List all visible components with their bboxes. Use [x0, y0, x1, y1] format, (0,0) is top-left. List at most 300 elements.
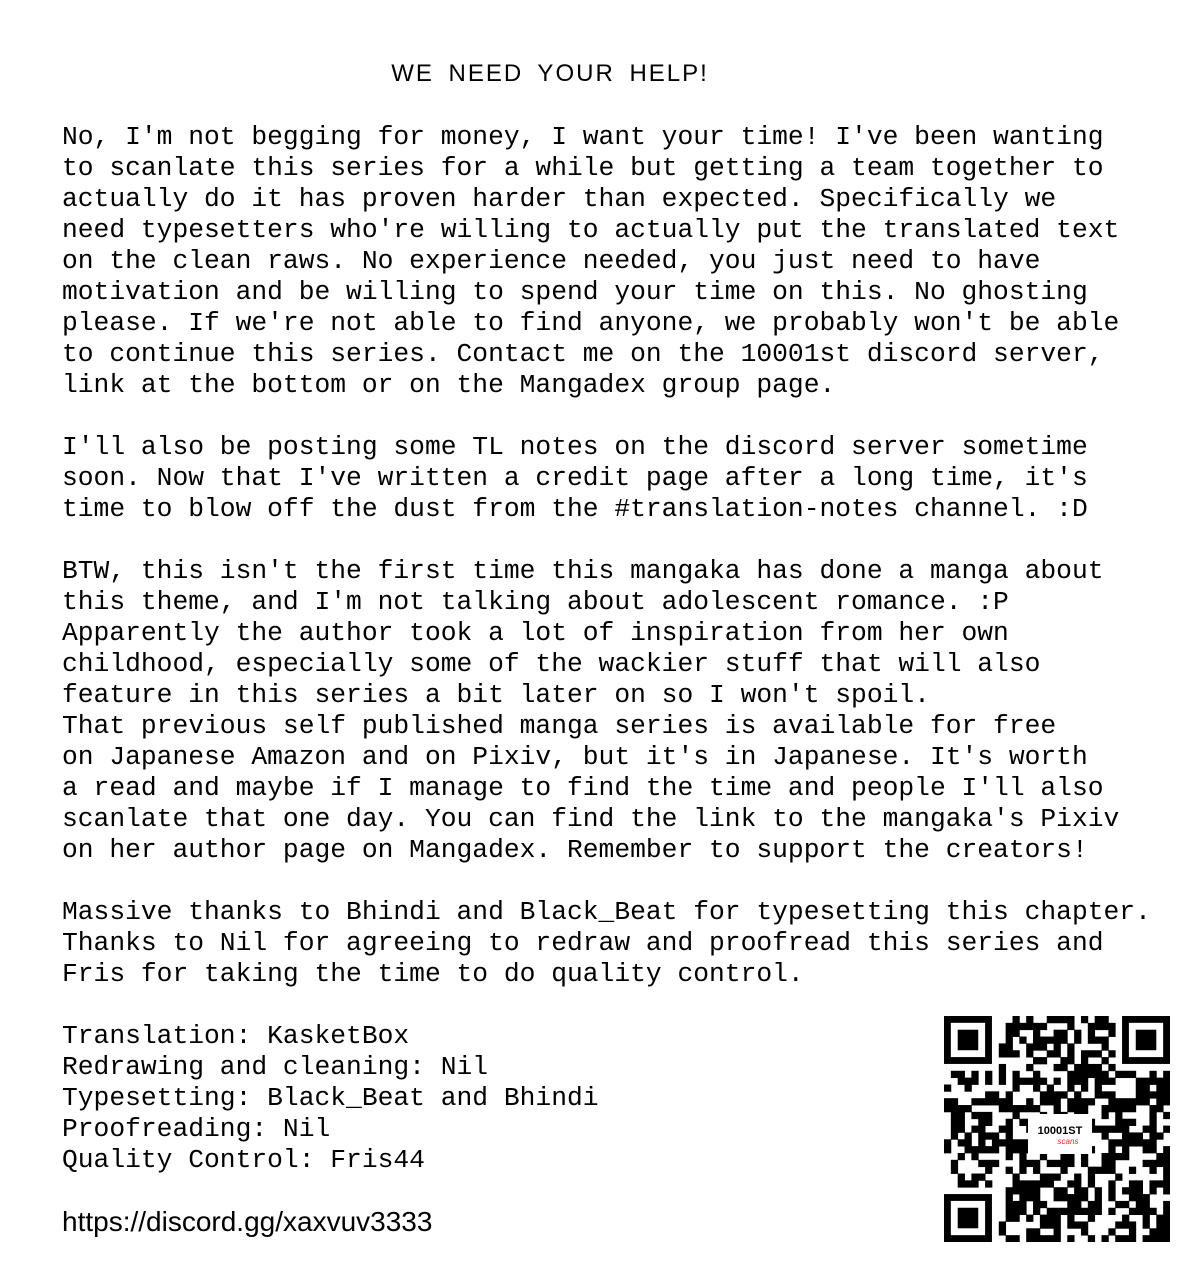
qr-module [1102, 1057, 1109, 1064]
discord-link[interactable]: https://discord.gg/xaxvuv3333 [62, 1206, 433, 1237]
qr-module [1122, 1098, 1129, 1105]
qr-module [999, 1221, 1006, 1228]
text-line: a read and maybe if I manage to find the time and people I'll also [62, 773, 1104, 803]
qr-module [1019, 1105, 1026, 1112]
qr-module [1074, 1098, 1081, 1105]
qr-module [1163, 1221, 1170, 1228]
qr-module [1060, 1057, 1067, 1064]
qr-module [1095, 1167, 1102, 1174]
qr-module [999, 1105, 1006, 1112]
qr-module [1081, 1228, 1088, 1235]
qr-module [1060, 1160, 1067, 1167]
qr-module [1129, 1098, 1136, 1105]
qr-module [1102, 1160, 1109, 1167]
qr-module [1108, 1030, 1115, 1037]
qr-module [1088, 1030, 1095, 1037]
qr-module [1067, 1194, 1074, 1201]
text-line: to scanlate this series for a while but getting a team together to [62, 153, 1104, 183]
qr-module [1012, 1105, 1019, 1112]
qr-module [1012, 1235, 1019, 1242]
qr-module [1006, 1119, 1013, 1126]
qr-module [1040, 1078, 1047, 1085]
qr-module [1163, 1078, 1170, 1085]
qr-module [1163, 1126, 1170, 1133]
qr-module [1040, 1153, 1047, 1160]
qr-module [1163, 1187, 1170, 1194]
qr-module [1156, 1160, 1163, 1167]
qr-module [1047, 1160, 1054, 1167]
qr-module [1040, 1091, 1047, 1098]
qr-module [1143, 1221, 1150, 1228]
qr-module [1067, 1235, 1074, 1242]
qr-module [1115, 1112, 1122, 1119]
qr-module [1143, 1126, 1150, 1133]
qr-module [1143, 1139, 1150, 1146]
qr-module [1033, 1030, 1040, 1037]
qr-module [1156, 1215, 1163, 1222]
qr-module [1040, 1023, 1047, 1030]
text-line: actually do it has proven harder than expected. Specifically we [62, 184, 1057, 214]
qr-module [999, 1098, 1006, 1105]
qr-module [1033, 1023, 1040, 1030]
qr-module [1081, 1078, 1088, 1085]
text-line: motivation and be willing to spend your time on this. No ghosting [62, 277, 1088, 307]
qr-module [1081, 1221, 1088, 1228]
qr-module [1163, 1146, 1170, 1153]
qr-module [1067, 1215, 1074, 1222]
text-line: Fris for taking the time to do quality control. [62, 959, 804, 989]
qr-module [1006, 1091, 1013, 1098]
qr-module [1019, 1208, 1026, 1215]
qr-module [1122, 1215, 1129, 1222]
qr-module [992, 1132, 999, 1139]
qr-module [1163, 1091, 1170, 1098]
qr-module [1149, 1126, 1156, 1133]
qr-module [1012, 1112, 1019, 1119]
text-line: scanlate that one day. You can find the link to the mangaka's Pixiv [62, 804, 1120, 834]
qr-module [1067, 1201, 1074, 1208]
qr-module [1006, 1126, 1013, 1133]
qr-module [1108, 1091, 1115, 1098]
qr-module [1115, 1071, 1122, 1078]
qr-module [1033, 1167, 1040, 1174]
qr-module [1088, 1235, 1095, 1242]
qr-module [1019, 1167, 1026, 1174]
qr-module [1019, 1201, 1026, 1208]
qr-module [1149, 1078, 1156, 1085]
qr-module [1060, 1091, 1067, 1098]
qr-module [1122, 1153, 1129, 1160]
qr-module [944, 1105, 951, 1112]
qr-module [1040, 1057, 1047, 1064]
qr-module [1067, 1208, 1074, 1215]
qr-module [1054, 1037, 1061, 1044]
qr-module [1006, 1050, 1013, 1057]
qr-module [1129, 1139, 1136, 1146]
qr-module [1143, 1098, 1150, 1105]
qr-module [971, 1153, 978, 1160]
qr-module [1060, 1016, 1067, 1023]
qr-module [1006, 1208, 1013, 1215]
qr-module [1129, 1071, 1136, 1078]
qr-module [1156, 1084, 1163, 1091]
qr-module [1067, 1043, 1074, 1050]
qr-module [1163, 1174, 1170, 1181]
qr-module [1102, 1043, 1109, 1050]
qr-module [944, 1098, 951, 1105]
qr-module [1095, 1194, 1102, 1201]
qr-module [1108, 1160, 1115, 1167]
text-line: to continue this series. Contact me on the 10001st discord server, [62, 339, 1104, 369]
qr-module [1054, 1098, 1061, 1105]
qr-module [1102, 1126, 1109, 1133]
qr-module [1163, 1071, 1170, 1078]
qr-module [1033, 1057, 1040, 1064]
qr-module [999, 1126, 1006, 1133]
qr-module [1012, 1174, 1019, 1181]
qr-module [1019, 1119, 1026, 1126]
qr-module [1108, 1208, 1115, 1215]
qr-module [1040, 1098, 1047, 1105]
qr-module [1102, 1105, 1109, 1112]
qr-module [1012, 1146, 1019, 1153]
qr-module [1047, 1098, 1054, 1105]
qr-module [1143, 1091, 1150, 1098]
qr-module [1074, 1187, 1081, 1194]
qr-module [978, 1132, 985, 1139]
qr-module [1143, 1201, 1150, 1208]
qr-module [1095, 1050, 1102, 1057]
qr-module [1163, 1112, 1170, 1119]
qr-module [1054, 1187, 1061, 1194]
qr-module [1088, 1215, 1095, 1222]
qr-module [1033, 1078, 1040, 1085]
qr-module [951, 1126, 958, 1133]
qr-module [1115, 1098, 1122, 1105]
qr-module [1108, 1105, 1115, 1112]
qr-module [1067, 1071, 1074, 1078]
qr-module [1026, 1105, 1033, 1112]
qr-module [1136, 1180, 1143, 1187]
qr-module [971, 1146, 978, 1153]
qr-module [1054, 1228, 1061, 1235]
qr-module [951, 1132, 958, 1139]
qr-module [1033, 1201, 1040, 1208]
qr-module [951, 1071, 958, 1078]
qr-module [1136, 1078, 1143, 1085]
qr-module [978, 1126, 985, 1133]
qr-module [1040, 1221, 1047, 1228]
qr-module [1129, 1105, 1136, 1112]
qr-module [985, 1160, 992, 1167]
qr-module [1156, 1098, 1163, 1105]
qr-module [985, 1180, 992, 1187]
qr-module [1067, 1078, 1074, 1085]
qr-module [985, 1146, 992, 1153]
qr-module [1047, 1016, 1054, 1023]
qr-module [1006, 1235, 1013, 1242]
qr-module [951, 1167, 958, 1174]
qr-module [1012, 1016, 1019, 1023]
qr-module [1163, 1180, 1170, 1187]
qr-module [951, 1119, 958, 1126]
text-line: link at the bottom or on the Mangadex group page. [62, 370, 836, 400]
qr-module [1122, 1126, 1129, 1133]
qr-module [965, 1078, 972, 1085]
qr-module [1163, 1228, 1170, 1235]
qr-module [1143, 1208, 1150, 1215]
qr-module [1060, 1187, 1067, 1194]
qr-module [1108, 1153, 1115, 1160]
qr-module [1006, 1023, 1013, 1030]
qr-module [1054, 1030, 1061, 1037]
qr-module [1088, 1208, 1095, 1215]
qr-module [951, 1160, 958, 1167]
qr-module [1095, 1084, 1102, 1091]
credit-redrawing: Redrawing and cleaning: Nil [62, 1052, 489, 1082]
qr-module [1136, 1194, 1143, 1201]
qr-module [1156, 1078, 1163, 1085]
qr-module [1067, 1098, 1074, 1105]
qr-module [971, 1112, 978, 1119]
qr-module [1122, 1235, 1129, 1242]
qr-module [1122, 1071, 1129, 1078]
qr-module [971, 1126, 978, 1133]
qr-module [1143, 1084, 1150, 1091]
qr-module [1095, 1126, 1102, 1133]
qr-module [1067, 1057, 1074, 1064]
qr-module [1026, 1235, 1033, 1242]
qr-module [1108, 1194, 1115, 1201]
qr-module [1156, 1221, 1163, 1228]
qr-module [1108, 1139, 1115, 1146]
qr-module [1149, 1187, 1156, 1194]
qr-module [1095, 1091, 1102, 1098]
qr-module [951, 1112, 958, 1119]
qr-module [1108, 1187, 1115, 1194]
qr-module [1136, 1084, 1143, 1091]
qr-module [985, 1098, 992, 1105]
qr-module [1060, 1037, 1067, 1044]
qr-module [1102, 1078, 1109, 1085]
qr-module [1074, 1071, 1081, 1078]
qr-module [999, 1139, 1006, 1146]
qr-module [1019, 1194, 1026, 1201]
text-line: feature in this series a bit later on so I won't spoil. [62, 680, 930, 710]
qr-module [1026, 1215, 1033, 1222]
qr-module [1095, 1064, 1102, 1071]
qr-module [1136, 1098, 1143, 1105]
qr-module [1054, 1050, 1061, 1057]
qr-module [1074, 1064, 1081, 1071]
qr-module [1156, 1105, 1163, 1112]
qr-module [1108, 1180, 1115, 1187]
qr-module [1067, 1105, 1074, 1112]
qr-module [951, 1105, 958, 1112]
qr-module [958, 1208, 979, 1229]
qr-module [1095, 1016, 1102, 1023]
qr-module [1115, 1153, 1122, 1160]
qr-module [958, 1180, 965, 1187]
qr-module [1115, 1139, 1122, 1146]
qr-module [1122, 1146, 1129, 1153]
qr-module [1129, 1194, 1136, 1201]
qr-module [1074, 1078, 1081, 1085]
qr-module [1019, 1037, 1026, 1044]
qr-module [958, 1153, 965, 1160]
qr-module [1129, 1119, 1136, 1126]
qr-module [992, 1160, 999, 1167]
qr-module [1122, 1105, 1129, 1112]
qr-module [1115, 1201, 1122, 1208]
qr-module [1129, 1221, 1136, 1228]
qr-module [1026, 1180, 1033, 1187]
qr-module [958, 1030, 979, 1051]
text-line: please. If we're not able to find anyone, we probably won't be able [62, 308, 1120, 338]
qr-module [944, 1084, 951, 1091]
qr-module [1033, 1208, 1040, 1215]
text-line: on her author page on Mangadex. Remember to support the creators! [62, 835, 1088, 865]
qr-module [1143, 1160, 1150, 1167]
qr-module [985, 1071, 992, 1078]
qr-code [944, 1016, 1170, 1242]
qr-module [1122, 1201, 1129, 1208]
qr-module [1054, 1235, 1061, 1242]
qr-module [1081, 1057, 1088, 1064]
qr-module [1081, 1098, 1088, 1105]
qr-module [1122, 1221, 1129, 1228]
qr-module [1149, 1146, 1156, 1153]
qr-module [1143, 1078, 1150, 1085]
qr-module [1149, 1091, 1156, 1098]
qr-module [1054, 1160, 1061, 1167]
qr-module [1143, 1194, 1150, 1201]
qr-module [999, 1050, 1006, 1057]
qr-module [1156, 1235, 1163, 1242]
qr-module [1095, 1187, 1102, 1194]
qr-module [1163, 1167, 1170, 1174]
qr-module [1054, 1105, 1061, 1112]
qr-module [1040, 1037, 1047, 1044]
qr-module [1149, 1139, 1156, 1146]
qr-module [1040, 1043, 1047, 1050]
qr-module [1095, 1078, 1102, 1085]
qr-module [1033, 1037, 1040, 1044]
qr-module [1081, 1160, 1088, 1167]
qr-module [1012, 1023, 1019, 1030]
qr-module [1108, 1146, 1115, 1153]
qr-module [1108, 1167, 1115, 1174]
qr-module [1122, 1187, 1129, 1194]
qr-logo-text: 10001ST [1037, 1125, 1083, 1137]
qr-logo-subtext: scans [1057, 1137, 1079, 1146]
qr-module [1136, 1030, 1157, 1051]
qr-module [999, 1078, 1006, 1085]
qr-module [978, 1146, 985, 1153]
text-line: soon. Now that I've written a credit page after a long time, it's [62, 463, 1088, 493]
qr-module [992, 1098, 999, 1105]
qr-module [1033, 1187, 1040, 1194]
qr-module [1074, 1221, 1081, 1228]
paragraph-recruitment [62, 122, 1182, 401]
qr-module [1026, 1016, 1033, 1023]
qr-module [1081, 1194, 1088, 1201]
qr-module [1033, 1105, 1040, 1112]
qr-module [1026, 1043, 1033, 1050]
qr-module [1136, 1201, 1143, 1208]
qr-module [1163, 1160, 1170, 1167]
qr-module [1054, 1078, 1061, 1085]
qr-module [1149, 1167, 1156, 1174]
qr-module [1115, 1119, 1122, 1126]
qr-module [1081, 1153, 1088, 1160]
qr-module [1026, 1160, 1033, 1167]
text-line: No, I'm not begging for money, I want your time! I've been wanting [62, 122, 1104, 152]
qr-module [1095, 1201, 1102, 1208]
qr-module [958, 1112, 965, 1119]
qr-module [1006, 1215, 1013, 1222]
qr-module [1006, 1153, 1013, 1160]
qr-module [999, 1043, 1006, 1050]
qr-module [1163, 1084, 1170, 1091]
qr-module [1047, 1221, 1054, 1228]
qr-module [958, 1174, 965, 1181]
qr-module [1156, 1153, 1163, 1160]
text-line: BTW, this isn't the first time this mangaka has done a manga about [62, 556, 1104, 586]
text-line: this theme, and I'm not talking about adolescent romance. :P [62, 587, 1009, 617]
qr-module [1074, 1091, 1081, 1098]
qr-module [1067, 1153, 1074, 1160]
qr-module [1081, 1084, 1088, 1091]
qr-module [978, 1174, 985, 1181]
qr-module [1088, 1071, 1095, 1078]
qr-module [1102, 1235, 1109, 1242]
qr-module [1074, 1037, 1081, 1044]
qr-module [1006, 1043, 1013, 1050]
qr-module [1149, 1132, 1156, 1139]
qr-module [1136, 1139, 1143, 1146]
qr-module [978, 1160, 985, 1167]
qr-module [1149, 1208, 1156, 1215]
qr-module [1040, 1180, 1047, 1187]
qr-module [1067, 1023, 1074, 1030]
qr-module [971, 1174, 978, 1181]
qr-module [1102, 1132, 1109, 1139]
qr-module [1006, 1167, 1013, 1174]
qr-module [1149, 1160, 1156, 1167]
qr-module [1115, 1221, 1122, 1228]
qr-module [1108, 1228, 1115, 1235]
qr-module [992, 1091, 999, 1098]
qr-module [1040, 1215, 1047, 1222]
qr-module [1115, 1174, 1122, 1181]
qr-module [1088, 1167, 1095, 1174]
text-line: on Japanese Amazon and on Pixiv, but it's in Japanese. It's worth [62, 742, 1088, 772]
qr-module [1074, 1105, 1081, 1112]
qr-module [1012, 1180, 1019, 1187]
qr-module [1067, 1084, 1074, 1091]
qr-module [1012, 1215, 1019, 1222]
qr-module [1047, 1174, 1054, 1181]
text-line: I'll also be posting some TL notes on the discord server sometime [62, 432, 1088, 462]
qr-module [1088, 1064, 1095, 1071]
qr-module [1129, 1180, 1136, 1187]
qr-module [1006, 1098, 1013, 1105]
qr-module [1143, 1235, 1150, 1242]
qr-module [944, 1146, 951, 1153]
qr-module [1129, 1187, 1136, 1194]
qr-module [1040, 1235, 1047, 1242]
